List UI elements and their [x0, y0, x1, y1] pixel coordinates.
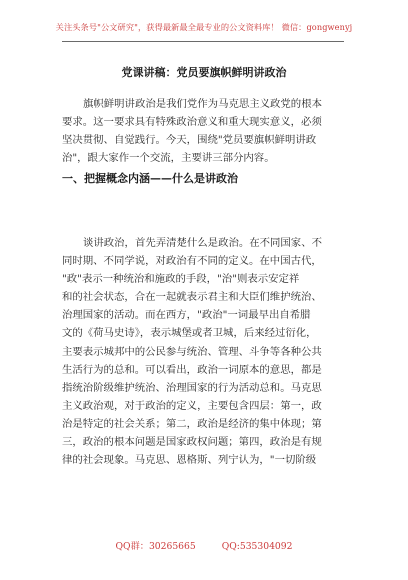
body-paragraph — [62, 234, 346, 469]
document-title: 党课讲稿：党员要旗帜鲜明讲政治 — [121, 66, 287, 79]
paragraph-line: 谈讲政治，首先弄清楚什么是政治。在不同国家、不 — [83, 237, 322, 249]
paragraph-line: 治"，跟大家作一个交流，主要讲三部分内容。 — [62, 152, 275, 165]
paragraph-line: 指统治阶级维护统治、治理国家的行为活动总和。马克思 — [62, 381, 322, 394]
paragraph-line: 和的社会状态，合在一起就表示君主和大臣们维护统治、 — [62, 291, 322, 304]
footer-qq-group: QQ群：30265665 — [115, 541, 196, 552]
header-divider — [62, 41, 344, 42]
paragraph-line: 旗帜鲜明讲政治是我们党作为马克思主义政党的根本 — [83, 98, 322, 110]
paragraph-line: 治理国家的活动。而在西方，"政治"一词最早出自希腊 — [62, 309, 311, 322]
paragraph-line: 坚决贯彻、自觉践行。今天，围绕"党员要旗帜鲜明讲政 — [62, 134, 317, 147]
paragraph-line: 文的《荷马史诗》，表示城堡或者卫城，后来经过衍化， — [62, 327, 317, 340]
section-heading: 一、把握概念内涵——什么是讲政治 — [62, 172, 238, 185]
paragraph-line: 律的社会现象。马克思、恩格斯、列宁认为，"一切阶级 — [62, 454, 317, 467]
paragraph-line: 主义政治观，对于政治的定义，主要包含四层：第一，政 — [62, 399, 322, 412]
paragraph-line: 三，政治的根本问题是国家政权问题；第四，政治是有规 — [62, 436, 322, 449]
footer-contact — [0, 538, 408, 552]
paragraph-line: "政"表示一种统治和施政的手段，"治"则表示安定祥 — [62, 273, 300, 286]
header-banner: 关注头条号"公文研究"，获得最新最全最专业的公文资料库！ 微信：gongwenyj — [55, 22, 353, 32]
paragraph-line: 治是特定的社会关系；第二，政治是经济的集中体现；第 — [62, 417, 322, 430]
paragraph-line: 要求。这一要求具有特殊政治意义和重大现实意义，必须 — [62, 116, 322, 129]
paragraph-line: 生活行为的总和。可以看出，政治一词原本的意思，都是 — [62, 363, 322, 376]
intro-paragraph — [62, 95, 346, 167]
paragraph-line: 主要表示城邦中的公民参与统治、管理、斗争等各种公共 — [62, 345, 322, 358]
footer-qq: QQ:535304092 — [221, 541, 293, 552]
paragraph-line: 同时期、不同学说，对政治有不同的定义。在中国古代， — [62, 255, 322, 268]
